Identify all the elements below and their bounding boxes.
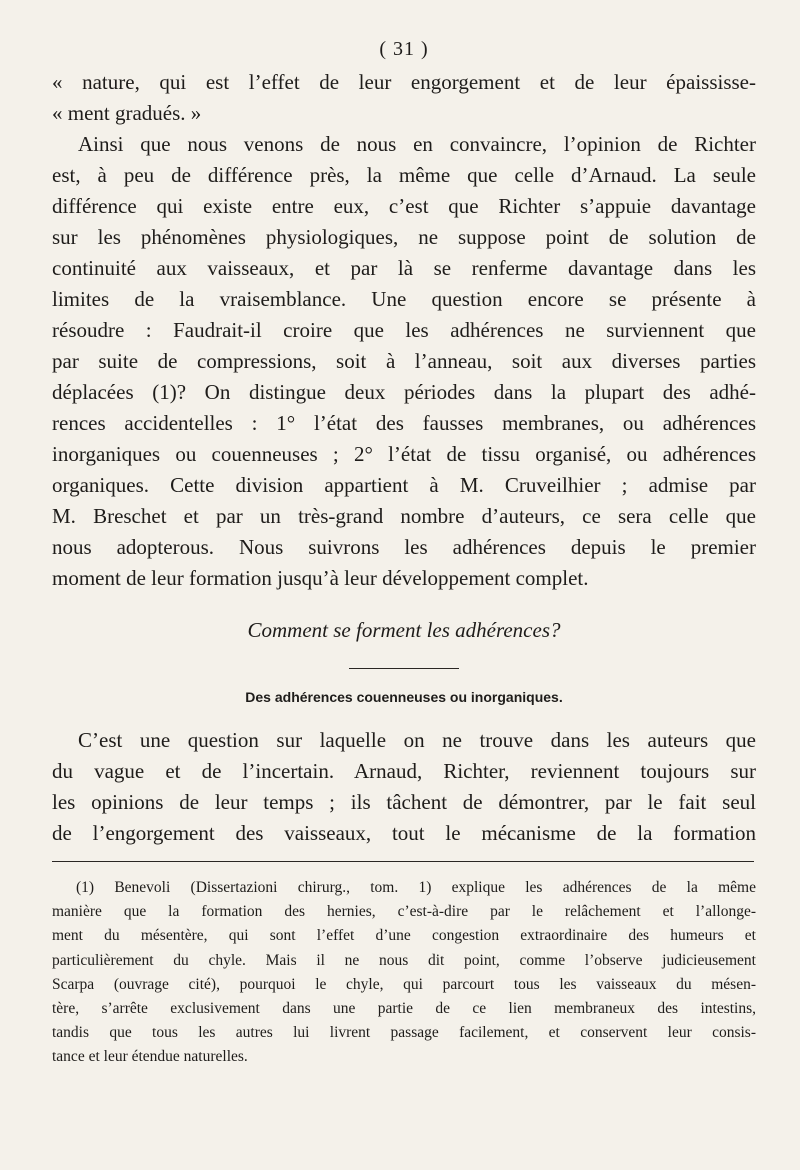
book-page [52,38,756,1070]
subheading: Des adhérences couenneuses ou inorganiques. [245,689,563,705]
text-line: nous adopterous. Nous suivrons les adhérences depuis le premier [52,535,756,559]
footnote [52,876,756,1070]
paragraph-2 [52,725,756,849]
section-divider [349,668,459,669]
footnote-line: tère, s’arrête exclusivement dans une partie de ce lien membraneux des intestins, [52,1000,756,1018]
text-line: inorganiques ou couenneuses ; 2° l’état de tissu organisé, ou adhérences [52,442,756,466]
text-line: Ainsi que nous venons de nous en convaincre, l’opinion de Richter [78,132,756,156]
text-line: sur les phénomènes physiologiques, ne suppose point de solution de [52,225,756,249]
paragraph-1 [52,67,756,594]
footnote-divider [52,861,754,862]
text-line: « nature, qui est l’effet de leur engorgement et de leur épaississe- [52,70,756,94]
footnote-line: particulièrement du chyle. Mais il ne nous dit point, comme l’observe judicieusement [52,951,756,969]
text-line: est, à peu de différence près, la même que celle d’Arnaud. La seule [52,163,756,187]
footnote-line: ment du mésentère, qui sont l’effet d’une congestion extraordinaire des humeurs et [52,927,756,945]
text-line: M. Breschet et par un très-grand nombre d’auteurs, ce sera celle que [52,504,756,528]
text-line: différence qui existe entre eux, c’est que Richter s’appuie davantage [52,194,756,218]
text-line: organiques. Cette division appartient à M. Cruveilhier ; admise par [52,473,756,497]
footnote-line: tance et leur étendue naturelles. [52,1048,248,1066]
text-line: résoudre : Faudrait-il croire que les adhérences ne surviennent que [52,318,756,342]
footnote-line: manière que la formation des hernies, c’est-à-dire par le relâchement et l’allonge- [52,903,756,921]
text-line: déplacées (1)? On distingue deux périodes dans la plupart des adhé- [52,380,756,404]
text-line: moment de leur formation jusqu’à leur développement complet. [52,566,589,590]
text-line: « ment gradués. » [52,101,202,125]
text-line: de l’engorgement des vaisseaux, tout le mécanisme de la formation [52,821,756,845]
section-title: Comment se forment les adhérences? [247,618,561,642]
text-line: par suite de compressions, soit à l’anneau, soit aux diverses parties [52,349,756,373]
footnote-line: (1) Benevoli (Dissertazioni chirurg., tom. 1) explique les adhérences de la même [76,879,756,896]
text-line: continuité aux vaisseaux, et par là se renferme davantage dans les [52,256,756,280]
footnote-line: Scarpa (ouvrage cité), pourquoi le chyle, qui parcourt tous les vaisseaux du mésen- [52,975,756,993]
text-line: rences accidentelles : 1° l’état des fausses membranes, ou adhérences [52,411,756,435]
text-line: C’est une question sur laquelle on ne trouve dans les auteurs que [78,728,756,752]
page-number: ( 31 ) [379,38,429,60]
text-line: limites de la vraisemblance. Une question encore se présente à [52,287,756,311]
footnote-line: tandis que tous les autres lui livrent passage facilement, et conservent leur consis- [52,1024,756,1042]
text-line: du vague et de l’incertain. Arnaud, Richter, reviennent toujours sur [52,759,756,783]
text-line: les opinions de leur temps ; ils tâchent de démontrer, par le fait seul [52,790,756,814]
